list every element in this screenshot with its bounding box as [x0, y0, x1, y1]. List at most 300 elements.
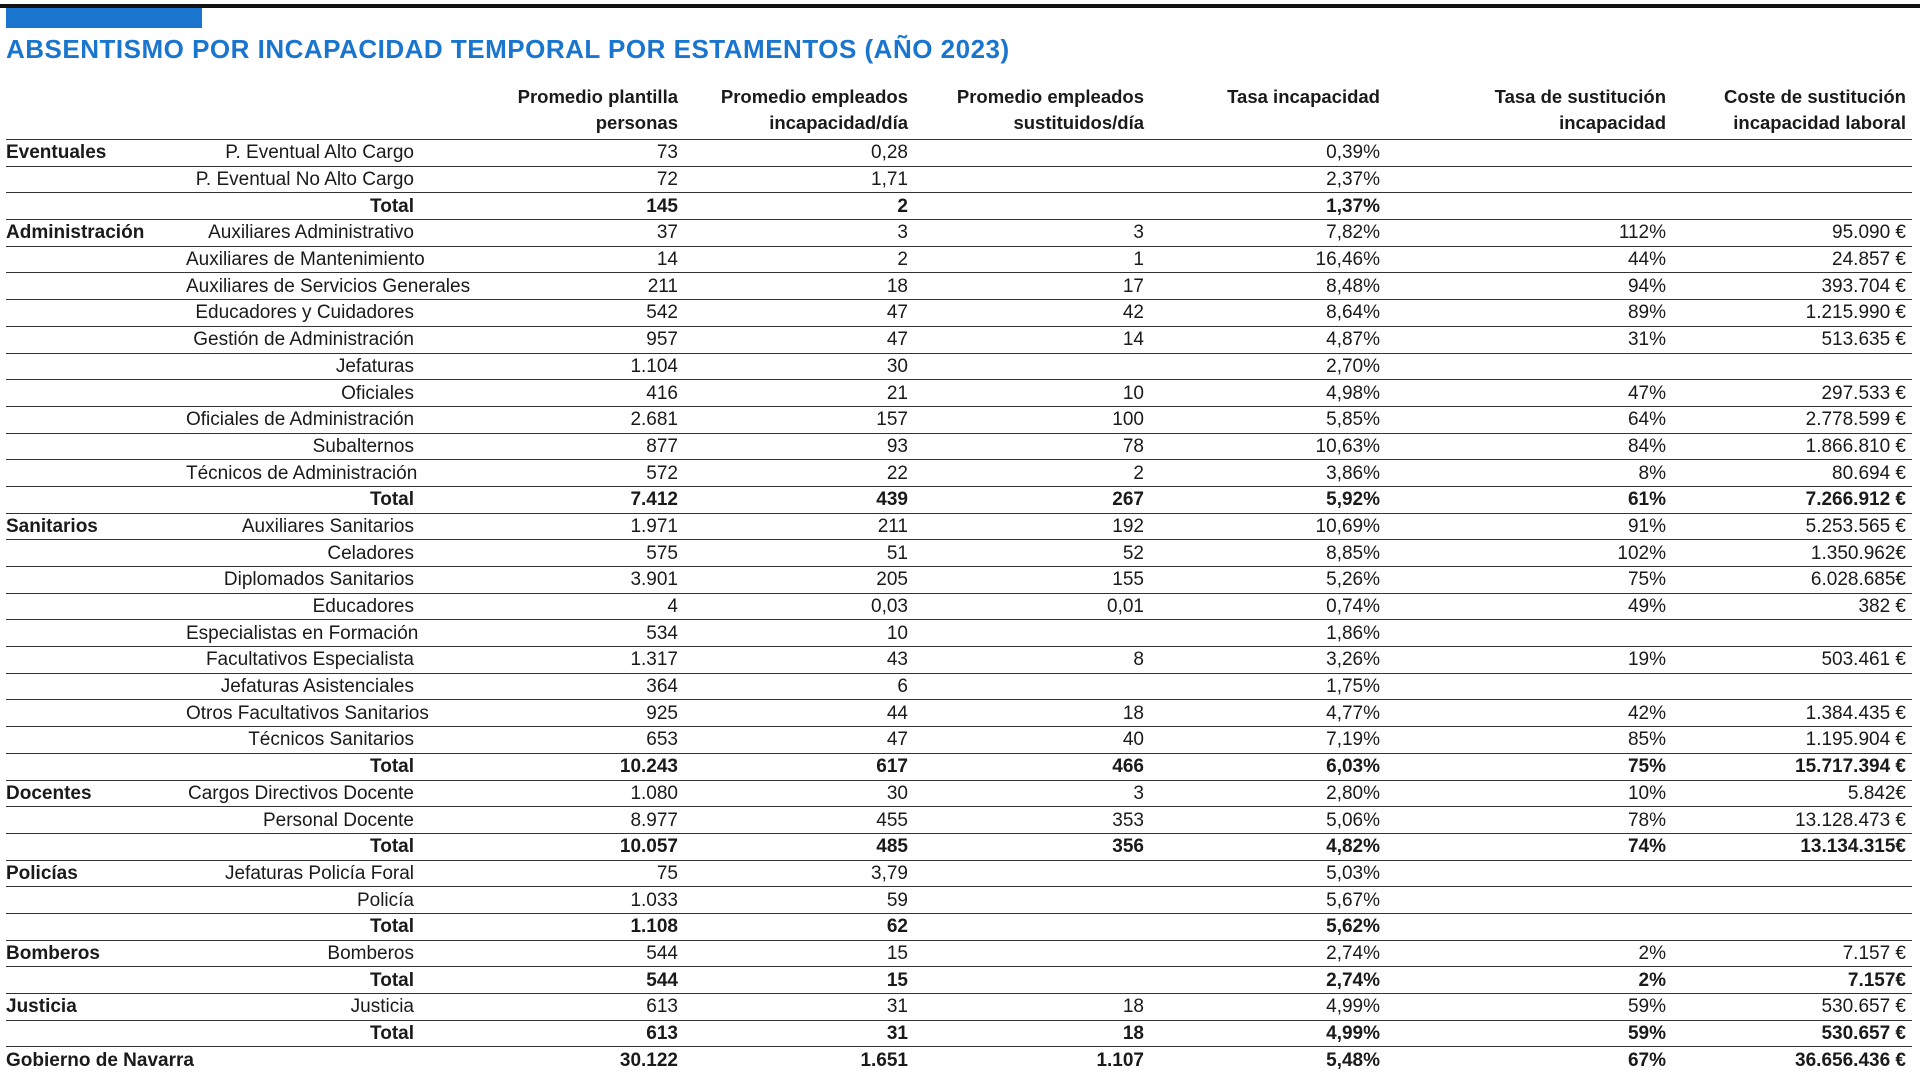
value-cell — [1386, 887, 1672, 914]
value-cell: 3 — [684, 220, 914, 247]
category-cell: P. Eventual No Alto Cargo — [186, 166, 420, 193]
value-cell: 2% — [1386, 940, 1672, 967]
value-cell: 10,69% — [1150, 513, 1386, 540]
value-cell: 485 — [684, 833, 914, 860]
value-cell: 72 — [420, 166, 684, 193]
table-row — [6, 460, 1912, 487]
group-cell — [6, 833, 186, 860]
value-cell: 8% — [1386, 460, 1672, 487]
value-cell: 14 — [914, 326, 1150, 353]
total-row — [6, 193, 1912, 220]
table-row — [6, 994, 1912, 1021]
value-cell — [1386, 140, 1672, 167]
table-row — [6, 380, 1912, 407]
value-cell: 64% — [1386, 406, 1672, 433]
value-cell: 44 — [684, 700, 914, 727]
value-cell: 957 — [420, 326, 684, 353]
category-cell: Oficiales de Administración — [186, 406, 420, 433]
group-cell — [6, 246, 186, 273]
category-cell: Total — [186, 486, 420, 513]
category-cell: Total — [186, 193, 420, 220]
value-cell: 7.157€ — [1672, 967, 1912, 994]
value-cell: 30 — [684, 780, 914, 807]
category-cell: Diplomados Sanitarios — [186, 567, 420, 594]
value-cell: 4,77% — [1150, 700, 1386, 727]
group-cell — [6, 353, 186, 380]
value-cell: 393.704 € — [1672, 273, 1912, 300]
value-cell — [1672, 193, 1912, 220]
value-cell: 84% — [1386, 433, 1672, 460]
table-row — [6, 620, 1912, 647]
value-cell: 155 — [914, 567, 1150, 594]
group-cell: Administración — [6, 220, 186, 247]
value-cell: 503.461 € — [1672, 647, 1912, 674]
group-cell: Docentes — [6, 780, 186, 807]
group-cell: Policías — [6, 860, 186, 887]
value-cell — [914, 967, 1150, 994]
value-cell: 455 — [684, 807, 914, 834]
table-row — [6, 540, 1912, 567]
value-cell: 382 € — [1672, 593, 1912, 620]
value-cell: 1.033 — [420, 887, 684, 914]
value-cell: 5,85% — [1150, 406, 1386, 433]
category-cell: Otros Facultativos Sanitarios — [186, 700, 420, 727]
table-row — [6, 353, 1912, 380]
value-cell: 30.122 — [619, 1049, 678, 1071]
value-cell — [914, 620, 1150, 647]
page-title: ABSENTISMO POR INCAPACIDAD TEMPORAL POR ESTAMENTOS (AÑO 2023) — [6, 34, 1010, 64]
value-cell — [1672, 620, 1912, 647]
group-cell — [6, 406, 186, 433]
category-cell: Total — [186, 753, 420, 780]
value-cell: 364 — [420, 673, 684, 700]
category-cell: Total — [186, 833, 420, 860]
value-cell: 2 — [914, 460, 1150, 487]
group-cell — [6, 380, 186, 407]
value-cell: 1.080 — [420, 780, 684, 807]
value-cell — [1386, 673, 1672, 700]
value-cell: 47 — [684, 727, 914, 754]
value-cell: 3 — [914, 220, 1150, 247]
value-cell: 4,99% — [1150, 994, 1386, 1021]
value-cell: 8 — [914, 647, 1150, 674]
value-cell — [914, 860, 1150, 887]
table-row — [6, 673, 1912, 700]
table-row — [6, 860, 1912, 887]
value-cell: 15 — [684, 940, 914, 967]
value-cell: 211 — [684, 513, 914, 540]
value-cell: 24.857 € — [1672, 246, 1912, 273]
value-cell: 43 — [684, 647, 914, 674]
value-cell: 5,48% — [1326, 1049, 1380, 1071]
value-cell: 1,86% — [1150, 620, 1386, 647]
value-cell: 8,85% — [1150, 540, 1386, 567]
table-row — [6, 593, 1912, 620]
table-row — [6, 433, 1912, 460]
table-body — [6, 140, 1912, 1074]
value-cell: 36.656.436 € — [1795, 1049, 1906, 1071]
table-row — [6, 166, 1912, 193]
category-cell: Auxiliares Sanitarios — [186, 513, 420, 540]
value-cell: 18 — [684, 273, 914, 300]
category-cell: Auxiliares Administrativo — [186, 220, 420, 247]
group-cell — [6, 700, 186, 727]
value-cell: 7,82% — [1150, 220, 1386, 247]
value-cell: 4,99% — [1150, 1020, 1386, 1047]
value-cell: 80.694 € — [1672, 460, 1912, 487]
value-cell: 6.028.685€ — [1672, 567, 1912, 594]
value-cell: 100 — [914, 406, 1150, 433]
value-cell — [1672, 887, 1912, 914]
value-cell: 7.157 € — [1672, 940, 1912, 967]
header-col-2: Promedio empleados incapacidad/día — [684, 84, 914, 140]
category-cell: Facultativos Especialista — [186, 647, 420, 674]
table-row — [6, 567, 1912, 594]
value-cell: 613 — [420, 994, 684, 1021]
value-cell — [1386, 620, 1672, 647]
value-cell — [1386, 353, 1672, 380]
value-cell: 47% — [1386, 380, 1672, 407]
group-cell — [6, 887, 186, 914]
value-cell: 925 — [420, 700, 684, 727]
category-cell: Subalternos — [186, 433, 420, 460]
group-cell — [6, 433, 186, 460]
group-cell — [6, 300, 186, 327]
header-col-1: Promedio plantilla personas — [420, 84, 684, 140]
value-cell — [1672, 913, 1912, 940]
value-cell: 3,26% — [1150, 647, 1386, 674]
value-cell: 0,39% — [1150, 140, 1386, 167]
value-cell: 613 — [420, 1020, 684, 1047]
table-row — [6, 220, 1912, 247]
absenteeism-table — [6, 84, 1912, 1073]
category-cell: Policía — [186, 887, 420, 914]
value-cell — [914, 913, 1150, 940]
value-cell: 2.681 — [420, 406, 684, 433]
value-cell: 192 — [914, 513, 1150, 540]
value-cell: 5,06% — [1150, 807, 1386, 834]
value-cell: 22 — [684, 460, 914, 487]
value-cell: 356 — [914, 833, 1150, 860]
category-cell: Jefaturas — [186, 353, 420, 380]
value-cell: 14 — [420, 246, 684, 273]
value-cell — [914, 887, 1150, 914]
value-cell: 6,03% — [1150, 753, 1386, 780]
value-cell — [1386, 193, 1672, 220]
total-row — [6, 1020, 1912, 1047]
value-cell: 544 — [420, 940, 684, 967]
value-cell: 31 — [684, 994, 914, 1021]
category-cell: Educadores — [186, 593, 420, 620]
category-cell — [186, 1047, 420, 1073]
value-cell — [914, 166, 1150, 193]
value-cell: 61% — [1386, 486, 1672, 513]
value-cell — [1672, 353, 1912, 380]
accent-block — [6, 8, 202, 28]
value-cell: 75% — [1386, 753, 1672, 780]
value-cell: 157 — [684, 406, 914, 433]
value-cell: 1.195.904 € — [1672, 727, 1912, 754]
total-row — [6, 967, 1912, 994]
value-cell: 5.253.565 € — [1672, 513, 1912, 540]
value-cell: 0,74% — [1150, 593, 1386, 620]
value-cell: 44% — [1386, 246, 1672, 273]
header-col-3: Promedio empleados sustituidos/día — [914, 84, 1150, 140]
value-cell — [1386, 913, 1672, 940]
value-cell — [914, 673, 1150, 700]
value-cell: 2,74% — [1150, 940, 1386, 967]
table-row — [6, 727, 1912, 754]
value-cell — [1672, 860, 1912, 887]
value-cell: 0,28 — [684, 140, 914, 167]
group-cell — [6, 967, 186, 994]
value-cell: 653 — [420, 727, 684, 754]
value-cell: 1.104 — [420, 353, 684, 380]
value-cell: 7.412 — [420, 486, 684, 513]
value-cell: 6 — [684, 673, 914, 700]
table-row — [6, 300, 1912, 327]
value-cell: 1,75% — [1150, 673, 1386, 700]
group-cell: Sanitarios — [6, 513, 186, 540]
value-cell: 51 — [684, 540, 914, 567]
value-cell: 21 — [684, 380, 914, 407]
value-cell: 8,48% — [1150, 273, 1386, 300]
value-cell: 1.651 — [860, 1049, 908, 1071]
value-cell: 93 — [684, 433, 914, 460]
category-cell: Bomberos — [186, 940, 420, 967]
value-cell: 18 — [914, 1020, 1150, 1047]
total-row — [6, 833, 1912, 860]
value-cell: 542 — [420, 300, 684, 327]
header-category — [186, 84, 420, 140]
value-cell: 1.350.962€ — [1672, 540, 1912, 567]
category-cell: Jefaturas Policía Foral — [186, 860, 420, 887]
category-cell: Auxiliares de Mantenimiento — [186, 246, 420, 273]
table-row — [6, 700, 1912, 727]
value-cell: 267 — [914, 486, 1150, 513]
value-cell: 1.866.810 € — [1672, 433, 1912, 460]
value-cell: 4,87% — [1150, 326, 1386, 353]
value-cell: 91% — [1386, 513, 1672, 540]
value-cell: 205 — [684, 567, 914, 594]
grand-total-row — [6, 1047, 1912, 1073]
value-cell: 2,80% — [1150, 780, 1386, 807]
value-cell: 0,03 — [684, 593, 914, 620]
value-cell: 1.384.435 € — [1672, 700, 1912, 727]
value-cell: 5.842€ — [1672, 780, 1912, 807]
category-cell: Jefaturas Asistenciales — [186, 673, 420, 700]
value-cell: 42 — [914, 300, 1150, 327]
group-cell — [6, 647, 186, 674]
value-cell: 530.657 € — [1672, 994, 1912, 1021]
value-cell: 42% — [1386, 700, 1672, 727]
value-cell: 85% — [1386, 727, 1672, 754]
category-cell: Gestión de Administración — [186, 326, 420, 353]
group-cell: Justicia — [6, 994, 186, 1021]
value-cell: 617 — [684, 753, 914, 780]
value-cell: 2% — [1386, 967, 1672, 994]
header-col-5: Tasa de sustitución incapacidad — [1386, 84, 1672, 140]
value-cell: 2.778.599 € — [1672, 406, 1912, 433]
group-cell — [6, 460, 186, 487]
category-cell: Personal Docente — [186, 807, 420, 834]
value-cell: 5,62% — [1150, 913, 1386, 940]
table-row — [6, 513, 1912, 540]
value-cell: 112% — [1386, 220, 1672, 247]
value-cell: 73 — [420, 140, 684, 167]
value-cell: 534 — [420, 620, 684, 647]
value-cell — [914, 353, 1150, 380]
value-cell: 530.657 € — [1672, 1020, 1912, 1047]
value-cell: 575 — [420, 540, 684, 567]
value-cell: 10.057 — [420, 833, 684, 860]
value-cell — [1672, 166, 1912, 193]
value-cell: 2 — [684, 193, 914, 220]
value-cell: 4,98% — [1150, 380, 1386, 407]
table-row — [6, 887, 1912, 914]
header-col-6: Coste de sustitución incapacidad laboral — [1672, 84, 1912, 140]
value-cell — [1386, 166, 1672, 193]
value-cell: 4 — [420, 593, 684, 620]
value-cell: 7,19% — [1150, 727, 1386, 754]
table-row — [6, 273, 1912, 300]
table-header-row — [6, 84, 1912, 140]
category-cell: Técnicos de Administración — [186, 460, 420, 487]
value-cell: 10 — [914, 380, 1150, 407]
header-col-4: Tasa incapacidad — [1150, 84, 1386, 140]
value-cell: 47 — [684, 326, 914, 353]
value-cell: 67% — [1627, 1049, 1666, 1071]
table-row — [6, 140, 1912, 167]
group-cell — [6, 567, 186, 594]
value-cell: 297.533 € — [1672, 380, 1912, 407]
value-cell: 75 — [420, 860, 684, 887]
value-cell: 877 — [420, 433, 684, 460]
value-cell: 1.108 — [420, 913, 684, 940]
value-cell: 40 — [914, 727, 1150, 754]
group-cell — [6, 540, 186, 567]
group-cell — [6, 166, 186, 193]
total-row — [6, 753, 1912, 780]
value-cell: 31% — [1386, 326, 1672, 353]
category-cell: Educadores y Cuidadores — [186, 300, 420, 327]
value-cell: 30 — [684, 353, 914, 380]
table-row — [6, 647, 1912, 674]
table-row — [6, 326, 1912, 353]
value-cell: 49% — [1386, 593, 1672, 620]
value-cell — [914, 193, 1150, 220]
value-cell: 78 — [914, 433, 1150, 460]
category-cell: Técnicos Sanitarios — [186, 727, 420, 754]
group-cell — [6, 913, 186, 940]
value-cell: 102% — [1386, 540, 1672, 567]
value-cell: 211 — [420, 273, 684, 300]
value-cell — [1672, 673, 1912, 700]
category-cell: Cargos Directivos Docente — [186, 780, 420, 807]
value-cell: 16,46% — [1150, 246, 1386, 273]
value-cell: 52 — [914, 540, 1150, 567]
value-cell: 1,71 — [684, 166, 914, 193]
value-cell: 2,70% — [1150, 353, 1386, 380]
value-cell: 94% — [1386, 273, 1672, 300]
value-cell: 2,37% — [1150, 166, 1386, 193]
value-cell: 78% — [1386, 807, 1672, 834]
value-cell: 5,67% — [1150, 887, 1386, 914]
group-cell — [6, 620, 186, 647]
value-cell: 4,82% — [1150, 833, 1386, 860]
value-cell: 2 — [684, 246, 914, 273]
value-cell: 10% — [1386, 780, 1672, 807]
category-cell: Total — [186, 913, 420, 940]
table-row — [6, 807, 1912, 834]
table-row — [6, 780, 1912, 807]
value-cell: 3 — [914, 780, 1150, 807]
value-cell: 18 — [914, 700, 1150, 727]
value-cell: 75% — [1386, 567, 1672, 594]
value-cell: 5,26% — [1150, 567, 1386, 594]
value-cell: 2,74% — [1150, 967, 1386, 994]
value-cell: 62 — [684, 913, 914, 940]
category-cell: Celadores — [186, 540, 420, 567]
value-cell: 59% — [1386, 1020, 1672, 1047]
value-cell: 1 — [914, 246, 1150, 273]
value-cell: 10,63% — [1150, 433, 1386, 460]
value-cell: 13.128.473 € — [1672, 807, 1912, 834]
group-cell — [6, 486, 186, 513]
group-cell: Eventuales — [6, 140, 186, 167]
value-cell: 466 — [914, 753, 1150, 780]
value-cell: 8,64% — [1150, 300, 1386, 327]
table-row — [6, 406, 1912, 433]
value-cell — [1672, 140, 1912, 167]
value-cell: 59 — [684, 887, 914, 914]
value-cell: 5,03% — [1150, 860, 1386, 887]
group-cell — [6, 593, 186, 620]
value-cell: 544 — [420, 967, 684, 994]
value-cell: 89% — [1386, 300, 1672, 327]
value-cell: 1.215.990 € — [1672, 300, 1912, 327]
table-row — [6, 940, 1912, 967]
header-group — [6, 84, 186, 140]
value-cell: 18 — [914, 994, 1150, 1021]
group-cell — [6, 753, 186, 780]
group-cell — [6, 807, 186, 834]
value-cell — [914, 140, 1150, 167]
value-cell: 145 — [420, 193, 684, 220]
value-cell: 7.266.912 € — [1672, 486, 1912, 513]
category-cell: P. Eventual Alto Cargo — [186, 140, 420, 167]
value-cell: 95.090 € — [1672, 220, 1912, 247]
value-cell: 37 — [420, 220, 684, 247]
value-cell: 5,92% — [1150, 486, 1386, 513]
value-cell: 31 — [684, 1020, 914, 1047]
value-cell: 513.635 € — [1672, 326, 1912, 353]
group-cell — [6, 193, 186, 220]
group-cell — [6, 326, 186, 353]
group-cell: Gobierno de Navarra — [6, 1049, 194, 1071]
value-cell: 3.901 — [420, 567, 684, 594]
category-cell: Oficiales — [186, 380, 420, 407]
value-cell: 13.134.315€ — [1672, 833, 1912, 860]
value-cell: 0,01 — [914, 593, 1150, 620]
value-cell: 1.317 — [420, 647, 684, 674]
value-cell: 353 — [914, 807, 1150, 834]
total-row — [6, 486, 1912, 513]
value-cell: 572 — [420, 460, 684, 487]
value-cell: 15 — [684, 967, 914, 994]
category-cell: Especialistas en Formación — [186, 620, 420, 647]
value-cell: 416 — [420, 380, 684, 407]
